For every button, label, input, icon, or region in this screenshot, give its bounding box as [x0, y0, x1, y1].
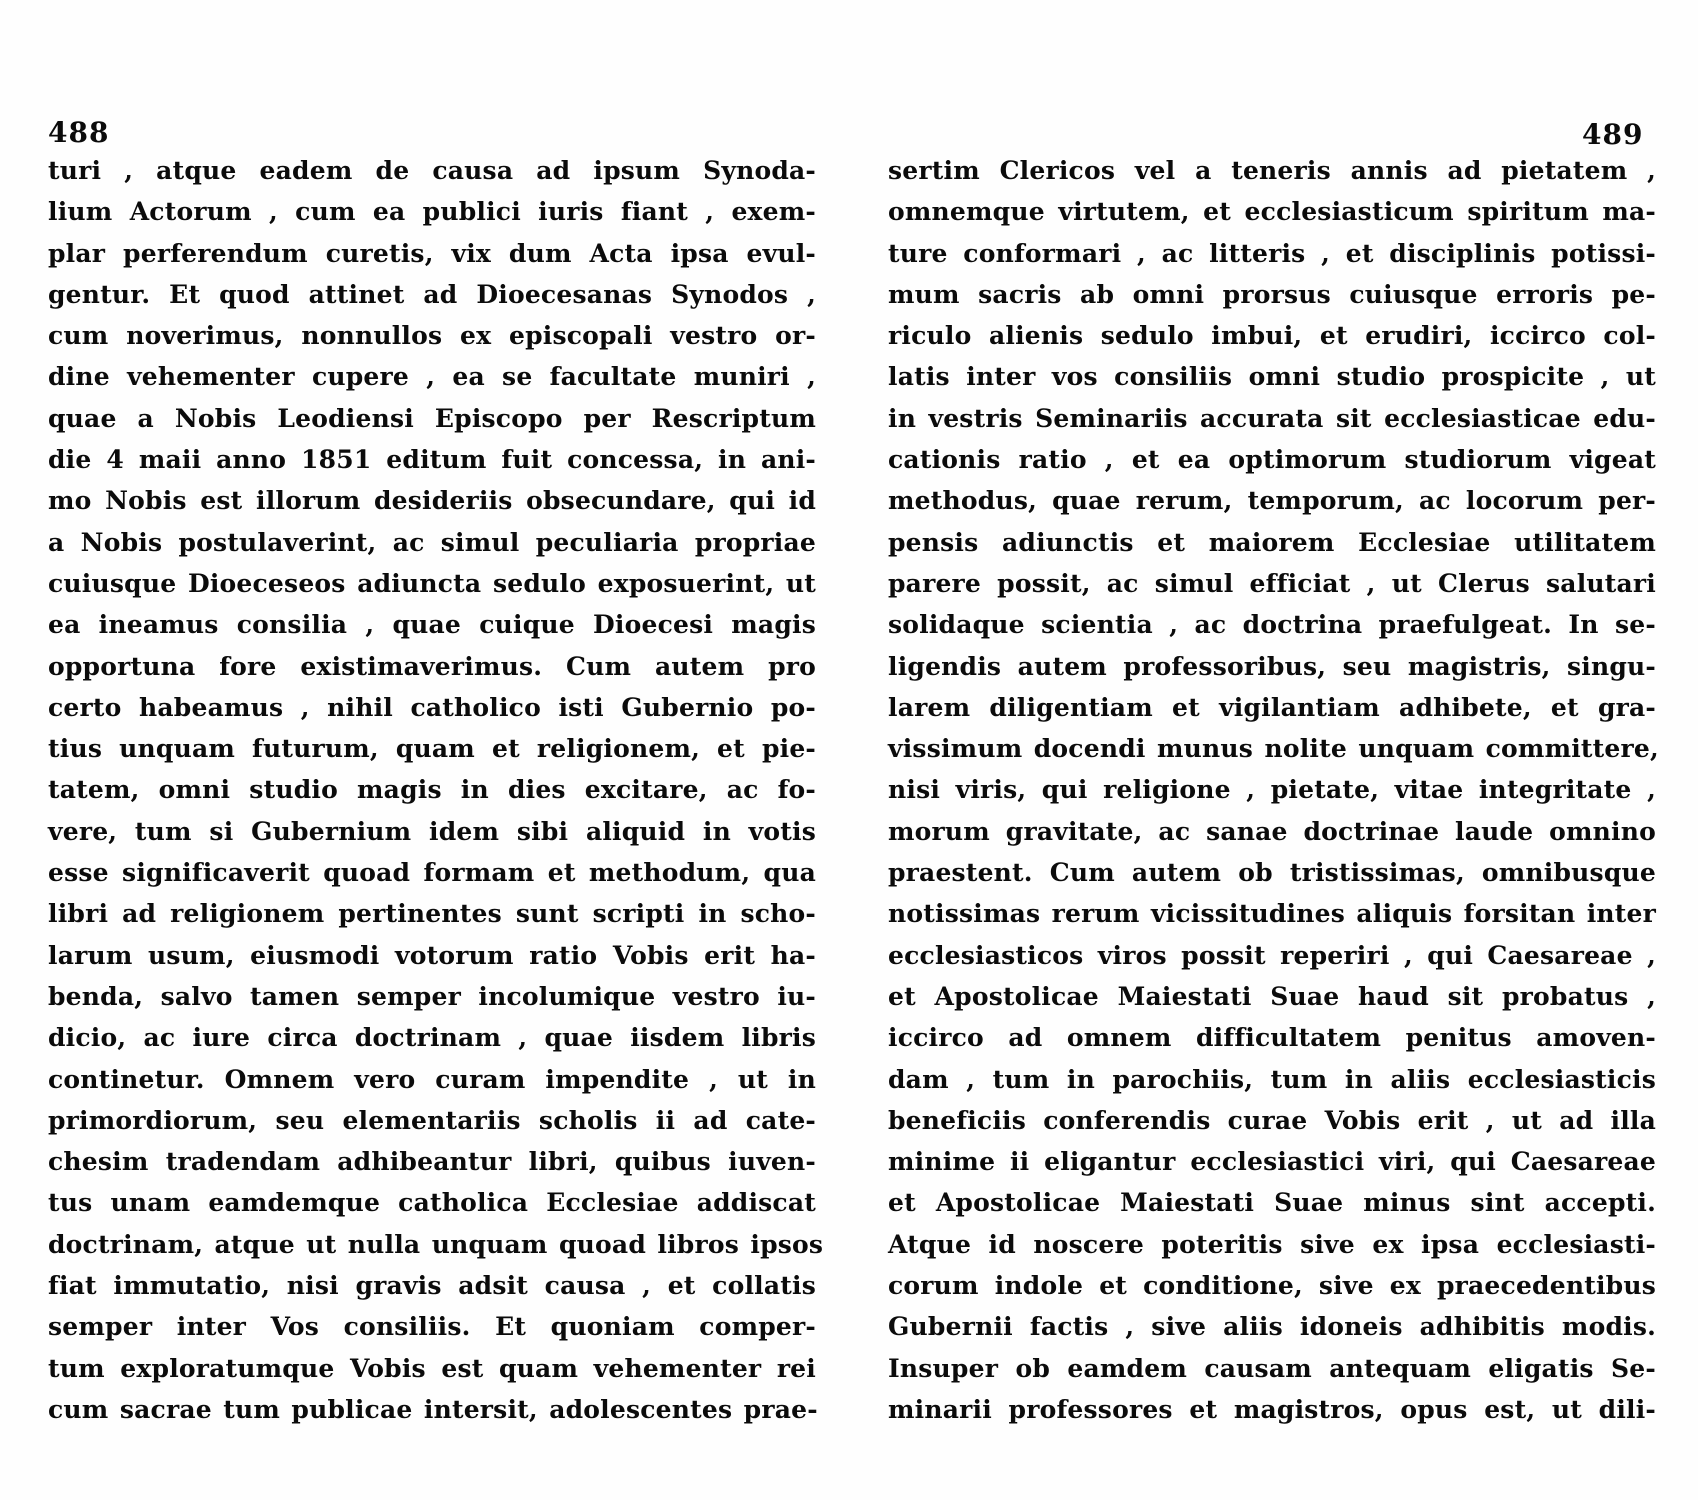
- text-line: Insuper ob eamdem causam antequam eligatis Se-: [888, 1353, 1656, 1383]
- text-line: tus unam eamdemque catholica Ecclesiae addiscat: [48, 1188, 816, 1218]
- text-line: solidaque scientia , ac doctrina praefulgeat. In se-: [888, 610, 1656, 640]
- text-line: minarii professores et magistros, opus est, ut dili-: [888, 1394, 1656, 1424]
- text-line: die 4 maii anno 1851 editum fuit concessa, in ani-: [48, 445, 816, 475]
- text-line: primordiorum, seu elementariis scholis ii ad cate-: [48, 1105, 816, 1135]
- text-line: vissimum docendi munus nolite unquam committere,: [888, 734, 1659, 764]
- text-line: vere, tum si Gubernium idem sibi aliquid in votis: [48, 816, 816, 846]
- text-line: omnemque virtutem, et ecclesiasticum spiritum ma-: [888, 197, 1656, 227]
- text-line: in vestris Seminariis accurata sit ecclesiasticae edu-: [888, 403, 1656, 433]
- text-line: chesim tradendam adhibeantur libri, quibus iuven-: [48, 1147, 816, 1177]
- text-line: corum indole et conditione, sive ex praecedentibus: [888, 1271, 1656, 1301]
- text-line: notissimas rerum vicissitudines aliquis forsitan inter: [888, 899, 1657, 929]
- text-line: riculo alienis sedulo imbui, et erudiri, iccirco col-: [888, 321, 1656, 351]
- text-line: cuiusque Dioeceseos adiuncta sedulo exposuerint, ut: [48, 568, 816, 598]
- text-line: beneficiis conferendis curae Vobis erit , ut ad illa: [888, 1105, 1656, 1135]
- text-line: opportuna fore existimaverimus. Cum autem pro: [48, 651, 816, 681]
- text-line: larum usum, eiusmodi votorum ratio Vobis erit ha-: [48, 940, 816, 970]
- text-line: benda, salvo tamen semper incolumique vestro iu-: [48, 981, 816, 1011]
- text-line: gentur. Et quod attinet ad Dioecesanas Synodos ,: [48, 279, 816, 309]
- text-line: parere possit, ac simul efficiat , ut Clerus salutari: [888, 568, 1656, 598]
- text-line: dine vehementer cupere , ea se facultate muniri ,: [48, 362, 816, 392]
- text-line: tatem, omni studio magis in dies excitare, ac fo-: [48, 775, 816, 805]
- text-line: dam , tum in parochiis, tum in aliis ecclesiasticis: [888, 1064, 1656, 1094]
- text-line: iccirco ad omnem difficultatem penitus amoven-: [888, 1023, 1656, 1053]
- text-line: libri ad religionem pertinentes sunt scripti in scho-: [48, 899, 816, 929]
- text-line: tum exploratumque Vobis est quam vehementer rei: [48, 1353, 816, 1383]
- text-line: Atque id noscere poteritis sive ex ipsa ecclesiasti-: [888, 1229, 1656, 1259]
- text-line: praestent. Cum autem ob tristissimas, omnibusque: [888, 858, 1656, 888]
- left-page-text: [48, 150, 824, 1430]
- text-line: et Apostolicae Maiestati Suae haud sit probatus ,: [888, 981, 1656, 1011]
- page-number-right: 489: [1582, 118, 1644, 151]
- text-line: nisi viris, qui religione , pietate, vitae integritate ,: [888, 775, 1656, 805]
- text-line: doctrinam, atque ut nulla unquam quoad libros ipsos: [48, 1229, 824, 1259]
- text-line: Gubernii factis , sive aliis idoneis adhibitis modis.: [888, 1312, 1656, 1342]
- text-line: mo Nobis est illorum desideriis obsecundare, qui id: [48, 486, 816, 516]
- text-line: minime ii eligantur ecclesiastici viri, qui Caesareae: [888, 1147, 1656, 1177]
- text-line: cum noverimus, nonnullos ex episcopali vestro or-: [48, 321, 816, 351]
- text-line: continetur. Omnem vero curam impendite , ut in: [48, 1064, 816, 1094]
- text-line: morum gravitate, ac sanae doctrinae laude omnino: [888, 816, 1656, 846]
- text-line: cationis ratio , et ea optimorum studiorum vigeat: [888, 445, 1656, 475]
- text-line: ligendis autem professoribus, seu magistris, singu-: [888, 651, 1656, 681]
- text-line: larem diligentiam et vigilantiam adhibete, et gra-: [888, 692, 1656, 722]
- text-line: turi , atque eadem de causa ad ipsum Synoda-: [48, 156, 816, 185]
- text-line: dicio, ac iure circa doctrinam , quae iisdem libris: [48, 1023, 816, 1053]
- text-line: ecclesiasticos viros possit reperiri , qui Caesareae ,: [888, 940, 1656, 970]
- page-number-left: 488: [48, 116, 110, 149]
- text-line: quae a Nobis Leodiensi Episcopo per Rescriptum: [48, 403, 816, 433]
- text-line: latis inter vos consiliis omni studio prospicite , ut: [888, 362, 1656, 392]
- text-line: pensis adiunctis et maiorem Ecclesiae utilitatem: [888, 527, 1656, 557]
- text-line: ea ineamus consilia , quae cuique Dioecesi magis: [48, 610, 816, 640]
- text-line: plar perferendum curetis, vix dum Acta ipsa evul-: [48, 238, 816, 268]
- text-line: sertim Clericos vel a teneris annis ad pietatem ,: [888, 156, 1656, 185]
- text-line: ture conformari , ac litteris , et disciplinis potissi-: [888, 238, 1656, 268]
- text-line: et Apostolicae Maiestati Suae minus sint accepti.: [888, 1188, 1656, 1218]
- text-line: lium Actorum , cum ea publici iuris fiant , exem-: [48, 197, 816, 227]
- text-line: semper inter Vos consiliis. Et quoniam comper-: [48, 1312, 816, 1342]
- text-line: fiat immutatio, nisi gravis adsit causa , et collatis: [48, 1271, 816, 1301]
- right-page-text: [888, 150, 1659, 1430]
- text-line: esse significaverit quoad formam et methodum, qua: [48, 858, 816, 888]
- text-line: certo habeamus , nihil catholico isti Gubernio po-: [48, 692, 816, 722]
- text-line: cum sacrae tum publicae intersit, adolescentes prae-: [48, 1394, 818, 1424]
- text-line: methodus, quae rerum, temporum, ac locorum per-: [888, 486, 1656, 516]
- text-line: mum sacris ab omni prorsus cuiusque erroris pe-: [888, 279, 1656, 309]
- text-line: a Nobis postulaverint, ac simul peculiaria propriae: [48, 527, 816, 557]
- text-line: tius unquam futurum, quam et religionem, et pie-: [48, 734, 816, 764]
